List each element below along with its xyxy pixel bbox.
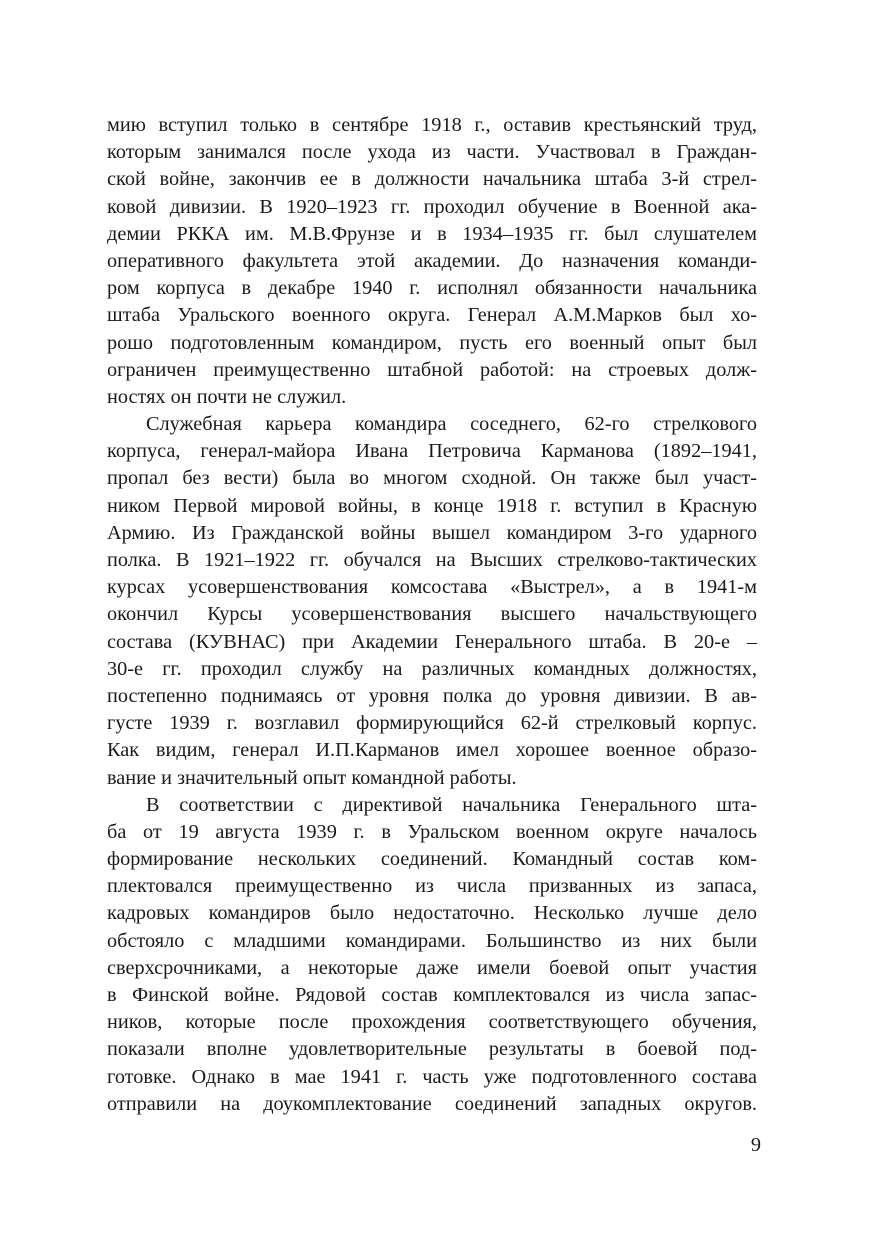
paragraph-2 xyxy=(107,411,757,792)
text-line: в Финской войне. Рядовой состав комплектовался из числа запас- xyxy=(107,984,757,1006)
text-line: ников, которые после прохождения соответствующего обучения, xyxy=(107,1011,757,1034)
text-line: густе 1939 г. возглавил формирующийся 62-й стрелковый корпус. xyxy=(107,712,757,735)
text-line: курсах усовершенствования комсостава «Выстрел», а в 1941-м xyxy=(107,576,757,599)
text-line: корпуса, генерал-майора Ивана Петровича Карманова (1892–1941, xyxy=(107,440,757,463)
text-line: ностях он почти не служил. xyxy=(107,385,347,408)
text-line: формирование нескольких соединений. Командный состав ком- xyxy=(107,848,757,871)
text-line: ром корпуса в декабре 1940 г. исполнял обязанности начальника xyxy=(107,277,757,300)
text-line: показали вполне удовлетворительные результаты в боевой под- xyxy=(107,1038,757,1061)
text-line: Армию. Из Гражданской войны вышел командиром 3-го ударного xyxy=(107,521,757,544)
body-text xyxy=(107,112,757,1118)
page-number: 9 xyxy=(750,1134,761,1156)
text-line: ограничен преимущественно штабной работой: на строевых долж- xyxy=(107,358,757,381)
text-line: В соответствии с директивой начальника Генерального шта- xyxy=(146,793,757,816)
text-line: готовке. Однако в мае 1941 г. часть уже подготовленного состава xyxy=(107,1065,757,1088)
text-line: ба от 19 августа 1939 г. в Уральском военном округе началось xyxy=(107,820,757,843)
text-line: которым занимался после ухода из части. Участвовал в Граждан- xyxy=(107,141,757,164)
text-line: обстояло с младшими командирами. Большинство из них были xyxy=(107,929,757,952)
text-line: ковой дивизии. В 1920–1923 гг. проходил обучение в Военной ака- xyxy=(107,195,757,218)
text-line: рошо подготовленным командиром, пусть его военный опыт был xyxy=(107,331,757,354)
text-line: полка. В 1921–1922 гг. обучался на Высших стрелково-тактических xyxy=(107,549,757,571)
text-line: отправили на доукомплектование соединений западных округов. xyxy=(107,1092,757,1115)
text-line: окончил Курсы усовершенствования высшего начальствующего xyxy=(107,603,757,626)
text-line: штаба Уральского военного округа. Генерал А.М.Марков был хо- xyxy=(107,304,757,327)
text-line: оперативного факультета этой академии. До назначения команди- xyxy=(107,249,757,272)
text-line: сверхсрочниками, а некоторые даже имели боевой опыт участия xyxy=(107,956,757,979)
text-line: вание и значительный опыт командной работы. xyxy=(107,766,517,789)
text-line: плектовался преимущественно из числа призванных из запаса, xyxy=(107,875,757,898)
text-line: ской войне, закончив ее в должности начальника штаба 3-й стрел- xyxy=(107,168,757,191)
paragraph-1 xyxy=(107,112,757,411)
text-line: ником Первой мировой войны, в конце 1918 г. вступил в Красную xyxy=(107,494,757,517)
text-line: демии РККА им. М.В.Фрунзе и в 1934–1935 гг. был слушателем xyxy=(107,222,757,245)
text-line: Служебная карьера командира соседнего, 62-го стрелкового xyxy=(146,413,757,436)
text-line: состава (КУВНАС) при Академии Генерального штаба. В 20-е – xyxy=(107,630,757,653)
text-line: пропал без вести) была во многом сходной. Он также был участ- xyxy=(107,467,757,490)
text-line: Как видим, генерал И.П.Карманов имел хорошее военное образо- xyxy=(107,739,757,762)
paragraph-3 xyxy=(107,792,757,1118)
text-line: постепенно поднимаясь от уровня полка до уровня дивизии. В ав- xyxy=(107,684,757,707)
text-line: кадровых командиров было недостаточно. Несколько лучше дело xyxy=(107,902,757,925)
text-line: мию вступил только в сентябре 1918 г., оставив крестьянский труд, xyxy=(107,114,757,136)
text-line: 30-е гг. проходил службу на различных командных должностях, xyxy=(107,657,757,680)
